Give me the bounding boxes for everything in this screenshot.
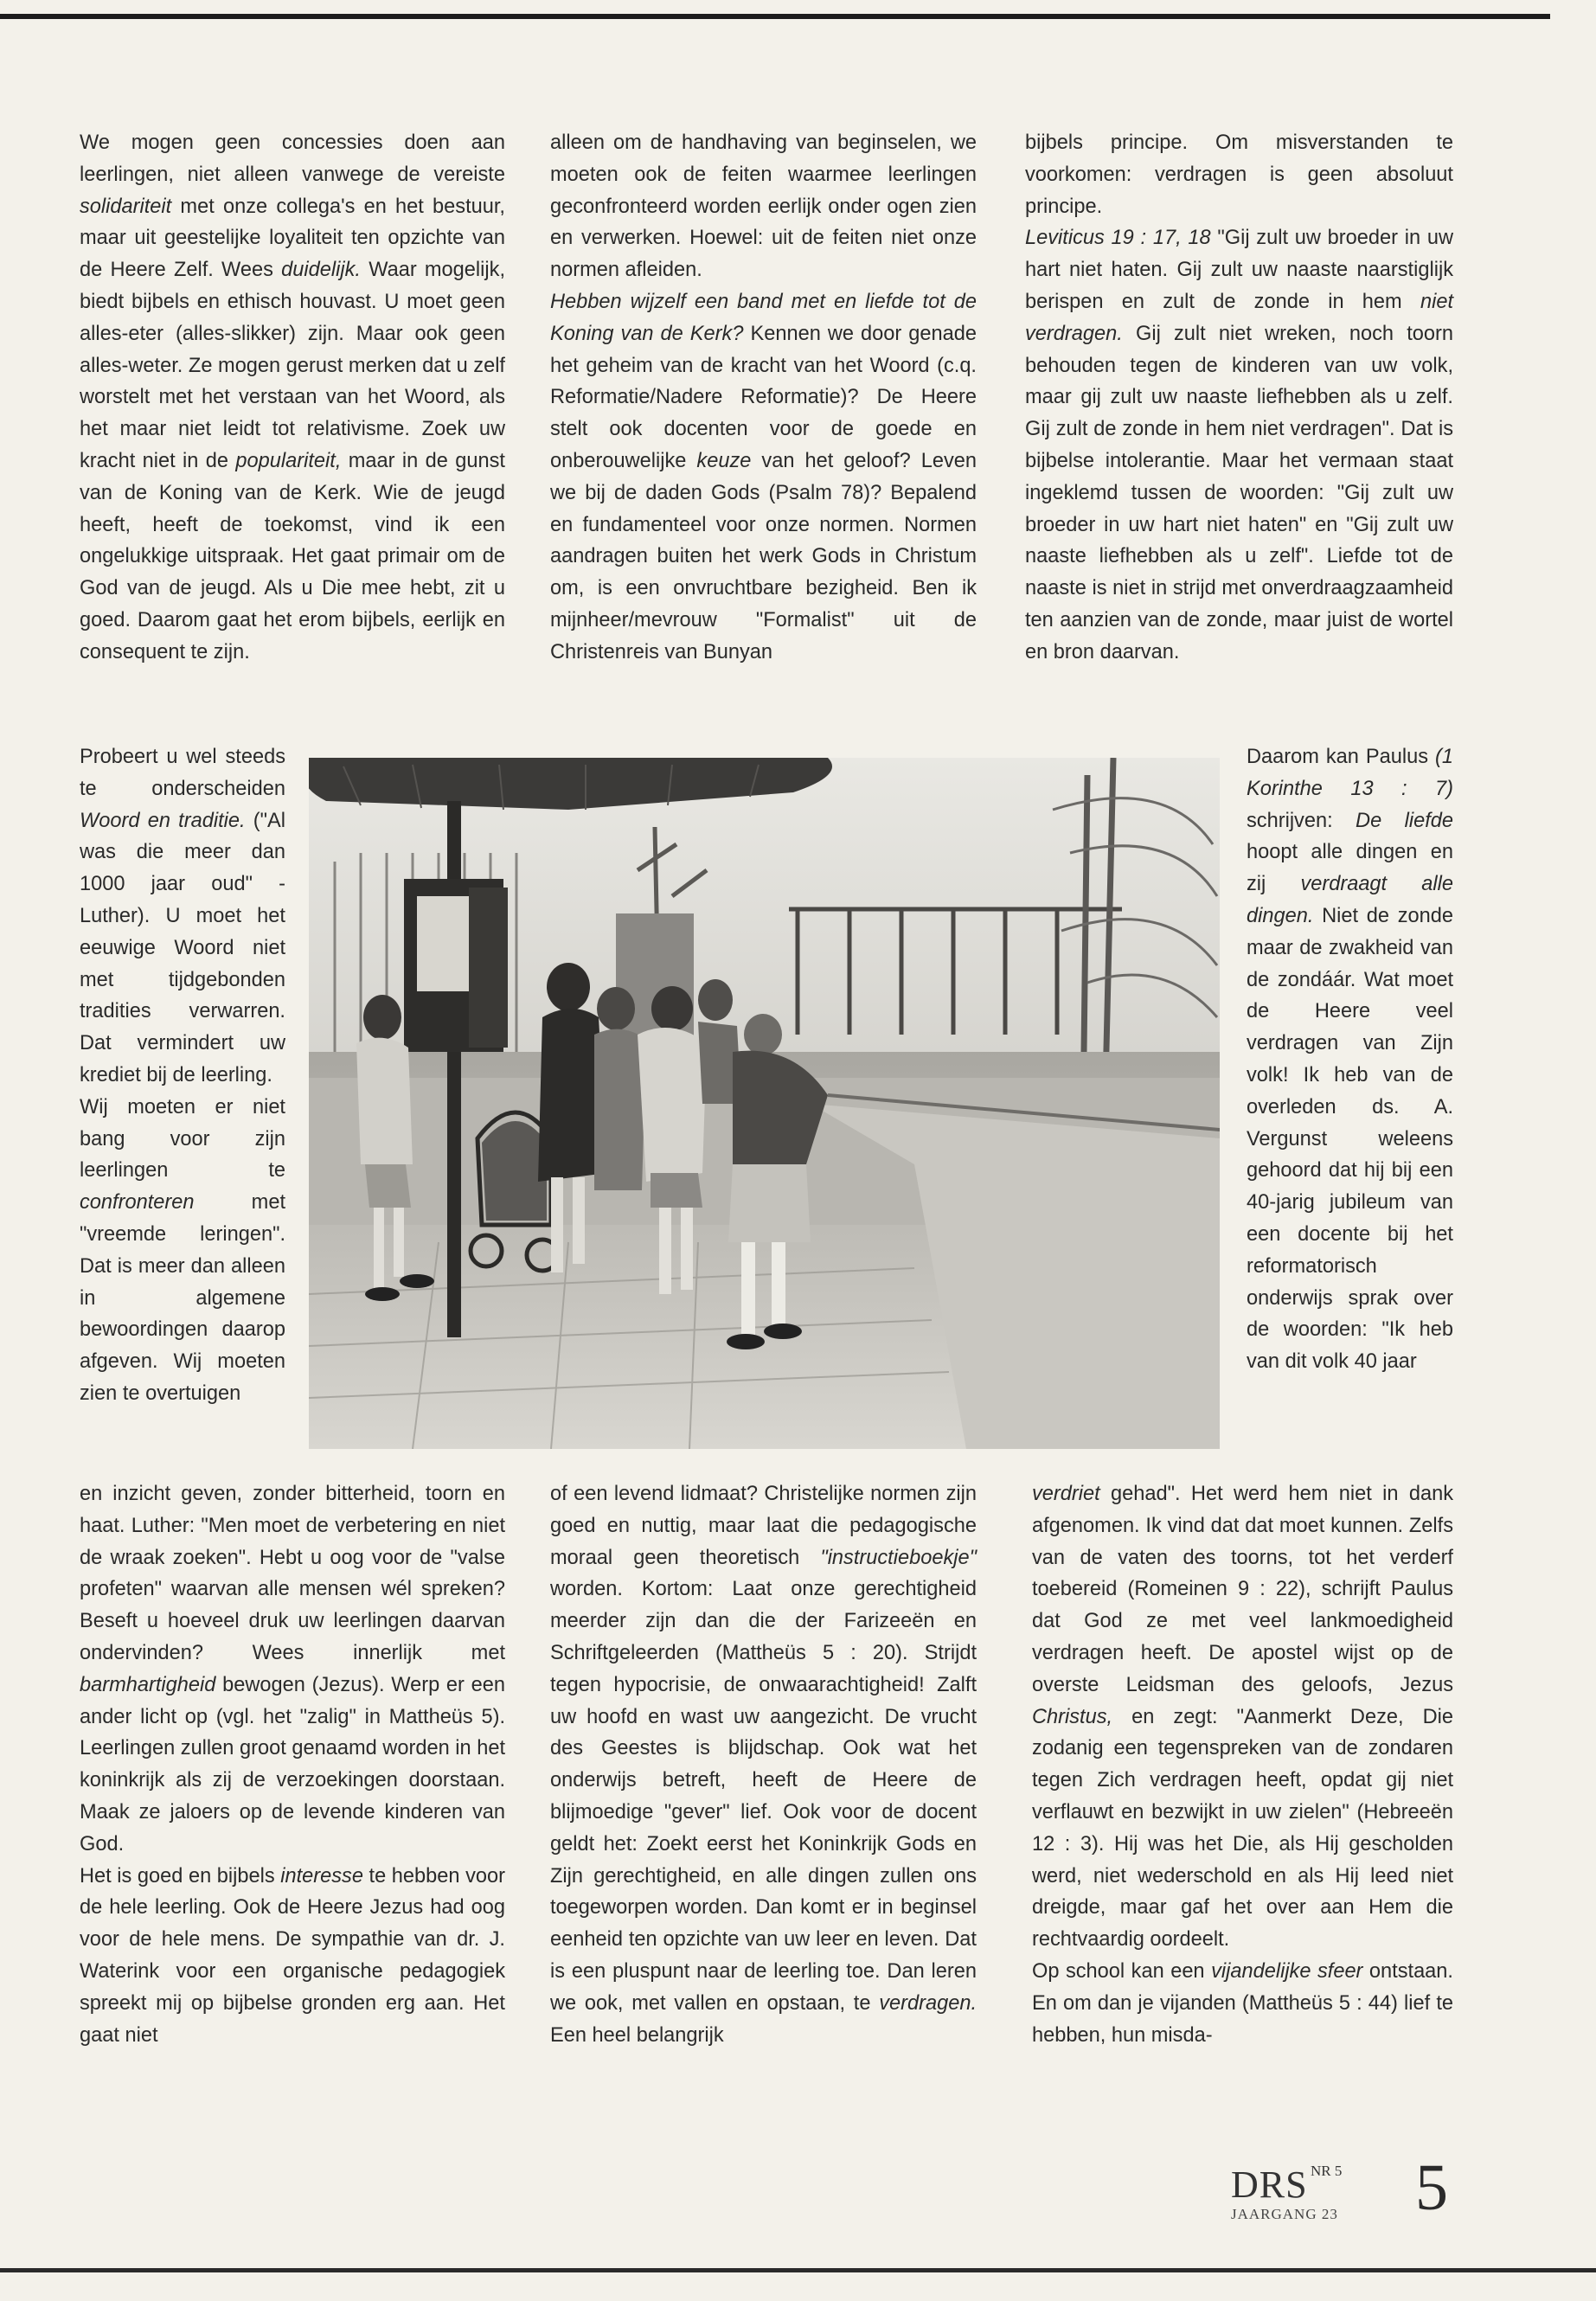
paragraph: verdriet gehad". Het werd hem niet in dank afgenomen. Ik vind dat dat moet kunnen. Zelfs van de vaten des toorns, tot het verderf toebereid (Romeinen 9 : 22), schrijft Paulus dat God ze met veel lankmoedigheid verdragen heeft. De apostel wijst op de overste Leidsman des geloofs, Jezus Christus, en zegt: "Aanmerkt Deze, Die zodanig een tegenspreken van de zondaren tegen Zich verdragen heeft, opdat gij niet verflauwt en bezwijkt in uw zielen" (Hebreeën 12 : 3). Hij was het Die, als Hij gescholden werd, niet wederschold en als Hij leed niet dreigde, maar gaf het over aan Hem die rechtvaardig oordeelt.: [1032, 1483, 1453, 1952]
column-3-bottom-text: [1032, 1478, 1453, 2051]
emphasis-text: Hebben wijzelf een band met en liefde tot de Koning van de Kerk?: [550, 290, 977, 345]
bottom-rule: [0, 2268, 1596, 2272]
column-1-wrap-text: [80, 741, 285, 1410]
emphasis-text: verdraagt alle dingen.: [1247, 873, 1453, 927]
column-1-bottom-text: [80, 1478, 505, 2051]
emphasis-text: confronteren: [80, 1191, 195, 1215]
volume-label: JAARGANG 23: [1231, 2206, 1338, 2222]
paragraph: alleen om de handhaving van beginselen, we moeten ook de feiten waarmee leerlingen geconfronteerd worden eerlijk onder ogen zien en verwerken. Hoewel: uit de feiten niet onze normen afleiden.: [550, 131, 977, 282]
top-rule: [0, 14, 1550, 19]
emphasis-text: vijandelijke sfeer: [1211, 1959, 1363, 1983]
emphasis-text: niet verdragen.: [1025, 290, 1453, 345]
paragraph: Hebben wijzelf een band met en liefde tot de Koning van de Kerk? Kennen we door genade het geheim van de kracht van het Woord (c.q. Reformatie/Nadere Reformatie)? De Heere stelt ook docenten voor de goede en onberouwelijke keuze van het geloof? Leven we bij de daden Gods (Psalm 78)? Bepalend en fundamenteel voor onze normen. Normen aandragen buiten het werk Gods in Christum om, is een onvruchtbare bezigheid. Ben ik mijnheer/mevrouw "Formalist" uit de Christenreis van Bunyan: [550, 290, 977, 663]
paragraph: We mogen geen concessies doen aan leerlingen, niet alleen vanwege de vereiste solidariteit met onze collega's en het bestuur, maar uit geestelijke loyaliteit ten opzichte van de Heere Zelf. Wees duidelijk. Waar mogelijk, biedt bijbels en ethisch houvast. U moet geen alles-eter (alles-slikker) zijn. Maar ook geen alles-weter. Ze mogen gerust merken dat u zelf worstelt met het verstaan van het Woord, als het maar niet leidt tot relativisme. Zoek uw kracht niet in de populariteit, maar in de gunst van de Koning van de Kerk. Wie de jeugd heeft, heeft de toekomst, vind ik een ongelukkige uitspraak. Het gaat primair om de God van de jeugd. Als u Die mee hebt, zit u goed. Daarom gaat het erom bijbels, eerlijk en consequent te zijn.: [80, 131, 505, 663]
page-footer: [1231, 2152, 1473, 2239]
paragraph: Probeert u wel steeds te onderscheiden Woord en traditie. ("Al was die meer dan 1000 jaar oud" - Luther). U moet het eeuwige Woord niet met tijdgebonden tradities verwarren. Dat vermindert uw krediet bij de leerling.: [80, 746, 285, 1086]
paragraph: Op school kan een vijandelijke sfeer ontstaan. En om dan je vijanden (Mattheüs 5 : 44) lief te hebben, hun misda-: [1032, 1959, 1453, 2047]
emphasis-text: De liefde: [1356, 809, 1453, 832]
magazine-name: DRS: [1231, 2163, 1308, 2206]
paragraph: Het is goed en bijbels interesse te hebben voor de hele leerling. Ook de Heere Jezus had oog voor de hele mens. De sympathie van dr. J. Waterink voor een organische pedagogiek spreekt mij op bijbelse gronden erg aan. Het gaat niet: [80, 1864, 505, 2047]
emphasis-text: verdriet: [1032, 1483, 1100, 1505]
paragraph: Daarom kan Paulus (1 Korinthe 13 : 7) schrijven: De liefde hoopt alle dingen en zij verdraagt alle dingen. Niet de zonde maar de zwakheid van de zondáár. Wat moet de Heere veel verdragen van Zijn volk! Ik heb van de overleden ds. A. Vergunst weleens gehoord dat hij bij een 40-jarig jubileum van een docente bij het reformatorisch onderwijs sprak over de woorden: "Ik heb van dit volk 40 jaar: [1247, 746, 1453, 1374]
emphasis-text: interesse: [280, 1864, 363, 1888]
photo-children-at-zoo: [309, 758, 1220, 1449]
issue-number: NR 5: [1311, 2163, 1343, 2179]
emphasis-text: Woord en traditie.: [80, 809, 246, 832]
emphasis-text: Christus,: [1032, 1705, 1113, 1728]
emphasis-text: barmhartigheid: [80, 1673, 216, 1696]
paragraph: Leviticus 19 : 17, 18 "Gij zult uw broeder in uw hart niet haten. Gij zult uw naaste naarstiglijk berispen en zult de zonde in hem niet verdragen. Gij zult niet wreken, noch toorn behouden tegen de kinderen van uw volk, maar gij zult uw naaste liefhebben als u zelf. Gij zult de zonde in hem niet verdragen". Dat is bijbelse intolerantie. Maar het vermaan staat ingeklemd tussen de woorden: "Gij zult uw broeder in uw hart niet haten" en "Gij zult uw naaste liefhebben als u zelf". Liefde tot de naaste is niet in strijd met onverdraagzaamheid ten aanzien van de zonde, maar juist de wortel en bron daarvan.: [1025, 227, 1453, 663]
paragraph: en inzicht geven, zonder bitterheid, toorn en haat. Luther: "Men moet de verbetering en niet de wraak zoeken". Hebt u oog voor de "valse profeten" waarvan alle mensen wél spreken? Beseft u hoeveel druk uw leerlingen daarvan ondervinden? Wees innerlijk met barmhartigheid bewogen (Jezus). Werp er een ander licht op (vgl. het "zalig" in Mattheüs 5). Leerlingen zullen groot genaamd worden in het koninkrijk als zij de verzoekingen doorstaan. Maak ze jaloers op de levende kinderen van God.: [80, 1483, 505, 1856]
column-2-top-text: [550, 127, 977, 669]
emphasis-text: (1 Korinthe 13 : 7): [1247, 746, 1453, 800]
emphasis-text: solidariteit: [80, 195, 172, 218]
paragraph: of een levend lidmaat? Christelijke normen zijn goed en nuttig, maar laat die pedagogische moraal geen theoretisch "instructieboekje" worden. Kortom: Laat onze gerechtigheid meerder zijn dan die der Farizeeën en Schriftgeleerden (Mattheüs 5 : 20). Strijdt tegen hypocrisie, de onwaarachtigheid! Zalft uw hoofd en wast uw aangezicht. De vrucht des Geestes is blijdschap. Ook wat het onderwijs betreft, heeft de Heere de blijmoedige "gever" lief. Ook voor de docent geldt het: Zoekt eerst het Koninkrijk Gods en Zijn gerechtigheid, en alle dingen zullen ons toegeworpen worden. Dan komt er in beginsel eenheid ten opzichte van uw leer en leven. Dat is een pluspunt naar de leerling toe. Dan leren we ook, met vallen en opstaan, te verdragen. Een heel belangrijk: [550, 1483, 977, 2047]
paragraph: Wij moeten er niet bang voor zijn leerlingen te confronteren met "vreemde leringen". Dat is meer dan alleen in algemene bewoordingen daarop afgeven. Wij moeten zien te overtuigen: [80, 1095, 285, 1405]
emphasis-text: keuze: [696, 449, 752, 472]
photo-illustration: [309, 758, 1220, 1449]
column-1-top-text: [80, 127, 505, 669]
page-number: 5: [1415, 2151, 1448, 2224]
emphasis-text: populariteit,: [235, 449, 342, 472]
column-3-top-text: [1025, 127, 1453, 669]
column-2-bottom-text: [550, 1478, 977, 2051]
emphasis-text: verdragen.: [879, 1991, 977, 2015]
emphasis-text: Leviticus 19 : 17, 18: [1025, 227, 1211, 250]
paragraph: bijbels principe. Om misverstanden te voorkomen: verdragen is geen absoluut principe.: [1025, 131, 1453, 218]
emphasis-text: duidelijk.: [281, 259, 361, 282]
emphasis-text: "instructieboekje": [820, 1546, 977, 1569]
column-3-wrap-text: [1247, 741, 1453, 1378]
